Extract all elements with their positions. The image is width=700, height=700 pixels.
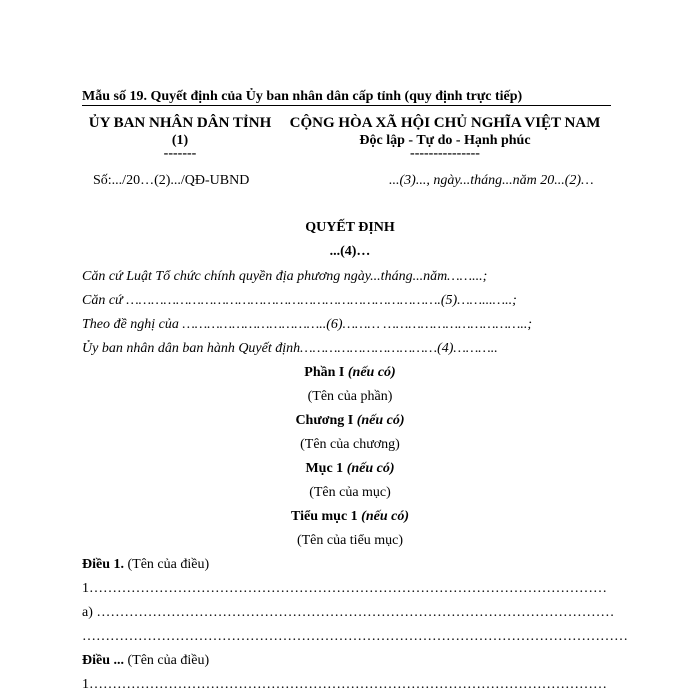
place-and-date: ...(3)..., ngày...tháng...năm 20...(2)… bbox=[389, 173, 594, 188]
chapter-note: (nếu có) bbox=[356, 413, 405, 428]
section-note: (nếu có) bbox=[346, 461, 395, 476]
part-name: (Tên của phần) bbox=[307, 389, 393, 404]
document-title: QUYẾT ĐỊNH bbox=[305, 220, 395, 235]
subsection-heading bbox=[0, 508, 700, 526]
form-header-note: Mẫu số 19. Quyết định của Ủy ban nhân dân cấp tỉnh (quy định trực tiếp) bbox=[82, 89, 523, 104]
part-label: Phần I bbox=[304, 365, 345, 380]
chapter-name: (Tên của chương) bbox=[300, 437, 400, 452]
document-number: Số:.../20…(2).../QĐ-UBND bbox=[93, 173, 250, 188]
chapter-label: Chương I bbox=[295, 413, 354, 428]
article-label: Điều ... bbox=[82, 653, 124, 668]
article-heading bbox=[82, 556, 209, 574]
national-motto: Độc lập - Tự do - Hạnh phúc bbox=[359, 133, 531, 148]
legal-basis-line: Căn cứ Luật Tổ chức chính quyền địa phương ngày...tháng...năm……...; bbox=[82, 269, 488, 284]
issuing-authority-number: (1) bbox=[171, 133, 189, 148]
subsection-note: (nếu có) bbox=[361, 509, 409, 524]
section-name: (Tên của mục) bbox=[309, 485, 391, 500]
national-title-block bbox=[285, 114, 605, 159]
left-separator: ------- bbox=[163, 146, 197, 161]
right-separator: --------------- bbox=[410, 146, 480, 161]
article-point-line: a) ………………………………………………………………………………………………… bbox=[82, 605, 615, 620]
decision-line: Ủy ban nhân dân ban hành Quyết định……………………………(4)……….. bbox=[82, 341, 498, 356]
document-subtitle: ...(4)… bbox=[329, 244, 371, 259]
article-name: (Tên của điều) bbox=[127, 653, 210, 668]
proposal-line: Theo đề nghị của ……………………………..(6)……… ……………………………..; bbox=[82, 317, 533, 332]
header-divider bbox=[82, 105, 611, 106]
issuing-authority: ỦY BAN NHÂN DÂN TỈNH bbox=[88, 115, 272, 131]
chapter-heading bbox=[0, 412, 700, 430]
section-heading bbox=[0, 460, 700, 478]
part-note: (nếu có) bbox=[347, 365, 396, 380]
subsection-name: (Tên của tiểu mục) bbox=[296, 533, 404, 548]
article-name: (Tên của điều) bbox=[127, 557, 210, 572]
article-label: Điều 1. bbox=[82, 557, 124, 572]
country-name: CỘNG HÒA XÃ HỘI CHỦ NGHĨA VIỆT NAM bbox=[289, 115, 601, 131]
subsection-label: Tiểu mục 1 bbox=[291, 509, 358, 524]
article-heading bbox=[82, 652, 209, 670]
section-label: Mục 1 bbox=[305, 461, 344, 476]
part-heading bbox=[0, 364, 700, 382]
legal-basis-line: Căn cứ ………………………………………………………………….(5)……...…..; bbox=[82, 293, 517, 308]
article-clause-line: 1………………………………………………………………………………………………… bbox=[82, 677, 607, 692]
article-clause-line: 1………………………………………………………………………………………………… bbox=[82, 581, 607, 596]
article-continuation-line: ……………………………………………………………………………………………………… bbox=[82, 629, 628, 644]
issuing-authority-block bbox=[80, 114, 280, 159]
